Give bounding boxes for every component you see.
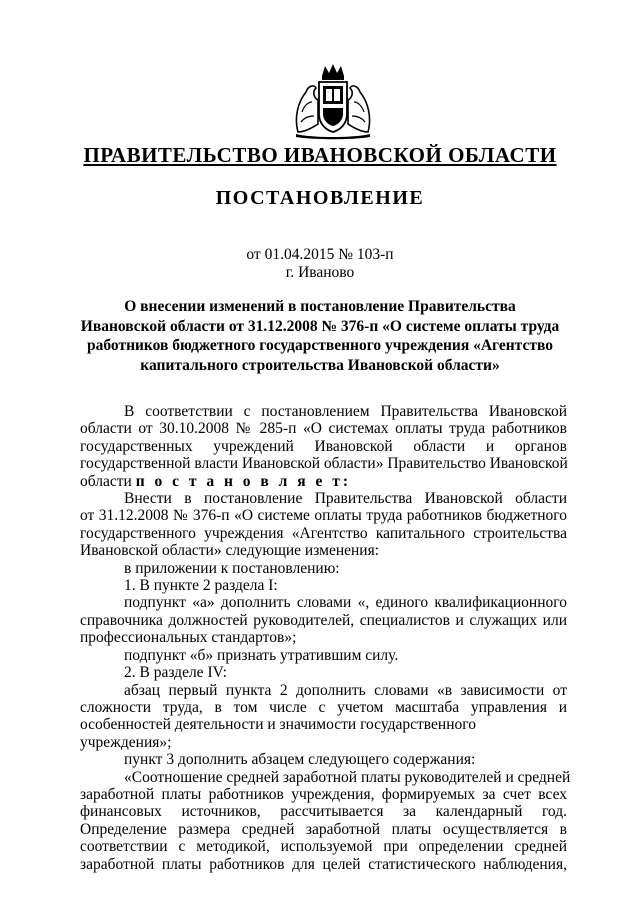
body-line: 2. В разделе IV: [124, 664, 227, 682]
body-line: Определение размера средней заработной платы осуществляется в [80, 820, 567, 838]
body-line: области от 30.10.2008 № 285-п «О системах оплаты труда работников [80, 420, 567, 438]
document-type: ПОСТАНОВЛЕНИЕ [215, 187, 425, 209]
body-line: государственных учреждений Ивановской области и органов [80, 437, 567, 455]
body-line: профессиональных стандартов»; [80, 629, 297, 647]
heading-line: О внесении изменений в постановление Правительства [124, 298, 516, 315]
document-city: г. Иваново [285, 264, 355, 281]
body-line: соответствии с методикой, используемой при определении средней [80, 838, 567, 856]
body-line: пункт 3 дополнить абзацем следующего содержания: [124, 751, 476, 769]
body-line: Ивановской области» следующие изменения: [80, 542, 380, 560]
body-line: подпункт «б» признать утратившим силу. [124, 646, 399, 664]
body-line: справочника должностей руководителей, специалистов и служащих или [80, 611, 567, 629]
body-text: области [80, 472, 132, 490]
heading-line: Ивановской области от 31.12.2008 № 376-п «О системе оплаты труда [80, 317, 560, 335]
document-date-number: от 01.04.2015 № 103-п [246, 246, 394, 263]
body-line [80, 473, 567, 490]
body-line: абзац первый пункта 2 дополнить словами «в зависимости от [124, 681, 567, 699]
decree-word: п о с т а н о в л я е т: [135, 472, 352, 490]
body-line: сложности труда, в том числе с учетом масштаба управления и [80, 698, 567, 716]
body-line: финансовых источников, рассчитывается за календарный год. [80, 803, 567, 821]
body-line: от 31.12.2008 № 376-п «О системе оплаты труда работников бюджетного [80, 507, 567, 525]
heading-line: капитального строительства Ивановской области» [140, 356, 500, 374]
body-line: государственного учреждения «Агентство капитального строительства [80, 524, 567, 542]
body-line: заработной платы работников учреждения, формируемых за счет всех [80, 785, 567, 803]
body-line: особенностей деятельности и значимости государственного учреждения»; [80, 716, 476, 751]
document-heading [80, 297, 560, 375]
body-line: подпункт «а» дополнить словами «, единого квалификационного [124, 594, 567, 612]
body-line: В соответствии с постановлением Правительства Ивановской [124, 403, 567, 420]
coat-of-arms-icon [292, 62, 374, 140]
body-line: заработной платы работников для целей статистического наблюдения, [80, 855, 567, 873]
body-line: «Соотношение средней заработной платы руководителей и средней [124, 768, 571, 786]
heading-line: работников бюджетного государственного учреждения «Агентство [87, 337, 553, 354]
document-body [80, 403, 571, 873]
government-title: ПРАВИТЕЛЬСТВО ИВАНОВСКОЙ ОБЛАСТИ [83, 143, 557, 167]
body-line: в приложении к постановлению: [124, 559, 340, 577]
body-line: 1. В пункте 2 раздела I: [124, 577, 278, 595]
body-line: Внести в постановление Правительства Ивановской области [124, 490, 567, 508]
body-line: государственной власти Ивановской области» Правительство Ивановской [80, 455, 568, 473]
